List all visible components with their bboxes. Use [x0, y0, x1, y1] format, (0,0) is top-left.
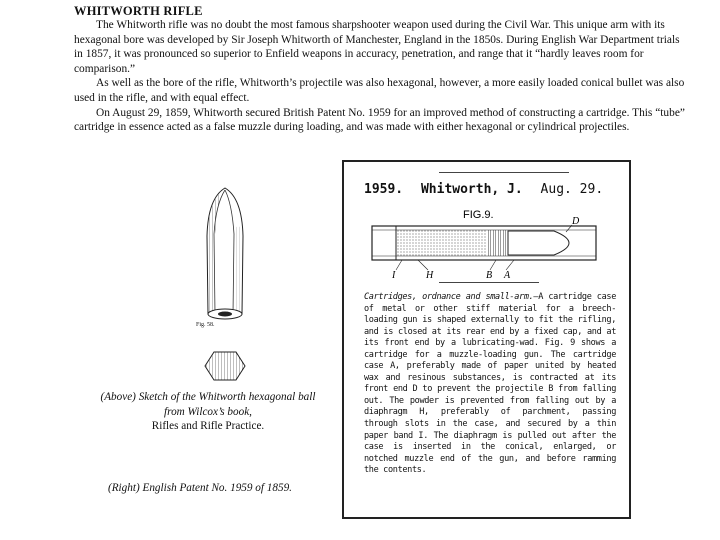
mid-rule [439, 282, 539, 283]
sketch-caption-line2: from Wilcox’s book, [164, 405, 252, 418]
top-rule [439, 172, 569, 173]
patent-text [364, 292, 616, 477]
fig9-label-h: H [426, 270, 434, 281]
page-heading: WHITWORTH RIFLE [74, 4, 203, 18]
sketch-fig-label: Fig. 58. [196, 322, 215, 328]
sketch-caption-line3: Rifles and Rifle Practice. [151, 420, 265, 433]
patent-box [342, 160, 631, 519]
patent-text-italic: Cartridges, ordnance and small-arm. [364, 292, 534, 302]
sketch-caption-line1: (Above) Sketch of the Whitworth hexagonal ball [100, 391, 316, 403]
fig9-label-b: B [486, 270, 493, 281]
fig9-cartridge-drawing [358, 206, 618, 286]
hexagonal-bullet-sketch [170, 186, 280, 396]
body-text [74, 18, 686, 135]
sketch-caption [88, 390, 328, 434]
fig9-title: FIG.9. [463, 209, 494, 221]
paragraph-projectile: As well as the bore of the rifle, Whitworth’s projectile was also hexagonal, however, a more easily loaded conical bullet was also used in the rifle, and with equal effect. [74, 77, 685, 104]
patent-number: 1959. [364, 182, 404, 197]
patent-date: Aug. 29. [540, 182, 604, 197]
patent-text-body: —A cartridge case of metal or other stiff material for a breech-loading gun is shaped externally to fit the rifling, and is closed at its rear end by a fixed cap, and at its front end by a lubricating-wad. Fig. 9 shows a cartridge for a muzzle-loading gun. The cartridge case A, preferably made of paper united by heated wax and resinous substances, is contracted at its front end D to prevent the projectile B from falling out. The powder is prevented from falling out by a diaphragm H, preferably of parchment, passing through slots in the case, and secured by a thin paper band I. The diaphragm is pulled out after the case is inserted in the conical, enlarged, or notched muzzle end of the gun, and before ramming the contents. [364, 292, 616, 476]
fig9-label-d: D [572, 216, 580, 227]
fig9-label-a: A [504, 270, 511, 281]
paragraph-patent: On August 29, 1859, Whitworth secured British Patent No. 1959 for an improved method of constructing a cartridge. This “tube” cartridge in essence acted as a false muzzle during loading, and was made with either hexagonal or cylindrical projectiles. [74, 106, 685, 134]
patent-header [364, 182, 603, 197]
fig9-label-i: I [392, 270, 396, 281]
patent-inventor: Whitworth, J. [420, 182, 523, 197]
patent-caption: (Right) English Patent No. 1959 of 1859. [108, 482, 292, 494]
paragraph-intro: The Whitworth rifle was no doubt the most famous sharpshooter weapon used during the Civil War. This unique arm with its hexagonal bore was developed by Sir Joseph Whitworth of Manchester, England in the 1850s. During English War Department trials in 1857, it was pronounced so superior to Enfield weapons in accuracy, penetration, and range that it “hardly leaves room for comparison.” [74, 19, 680, 75]
